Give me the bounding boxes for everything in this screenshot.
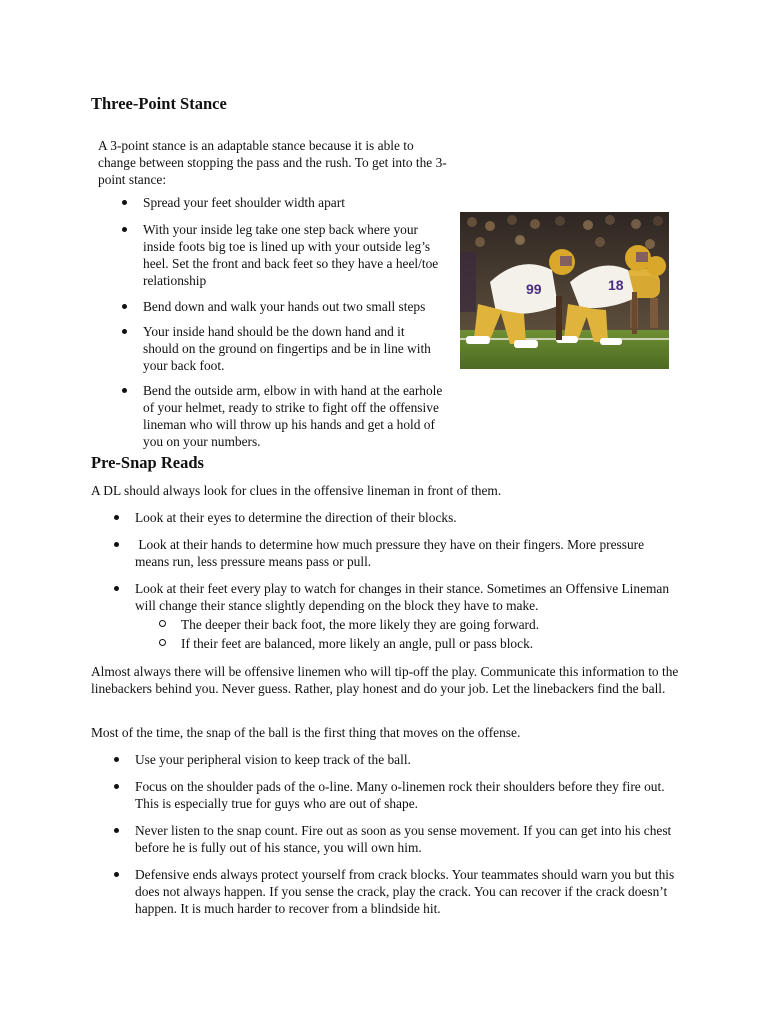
bullet-icon xyxy=(114,586,119,591)
list-item: Focus on the shoulder pads of the o-line. Many o-linemen rock their shoulders before they fire out. This is especially true for guys who are out of shape. xyxy=(135,778,675,812)
bullet-icon xyxy=(122,200,127,205)
bullet-icon xyxy=(114,515,119,520)
bullet-icon xyxy=(114,872,119,877)
list-item: With your inside leg take one step back where your inside foots big toe is lined up with your outside leg’s heel. Set the front and back feet so they have a heel/toe relationship xyxy=(143,221,443,289)
look-at-list xyxy=(135,509,675,652)
bullet-icon xyxy=(114,757,119,762)
bullet-icon xyxy=(114,784,119,789)
football-linemen-photo xyxy=(460,212,669,369)
bullet-icon xyxy=(122,388,127,393)
jersey-number-99: 99 xyxy=(526,281,542,297)
sub-list-item: The deeper their back foot, the more likely they are going forward. xyxy=(181,616,675,633)
list-item: Look at their hands to determine how much pressure they have on their fingers. More pressure means run, less pressure means pass or pull. xyxy=(135,536,675,570)
bullet-icon xyxy=(122,304,127,309)
list-item: Spread your feet shoulder width apart xyxy=(143,194,443,211)
hollow-bullet-icon xyxy=(159,639,166,646)
tip-off-paragraph: Almost always there will be offensive linemen who will tip-off the play. Communicate this information to the linebackers behind you. Never guess. Rather, play honest and do your job. Let the linebackers find the ball. xyxy=(91,664,679,696)
bullet-icon xyxy=(122,227,127,232)
stance-steps-list xyxy=(143,194,443,450)
pre-snap-intro: A DL should always look for clues in the offensive lineman in front of them. xyxy=(91,483,502,498)
football-scene-illustration xyxy=(460,212,669,369)
bullet-icon xyxy=(114,542,119,547)
heading-pre-snap-reads: Pre-Snap Reads xyxy=(91,453,204,472)
list-item: Look at their feet every play to watch for changes in their stance. Sometimes an Offensive Lineman will change their stance slightly depending on the block they have to make. The deeper their back foot, the more likely they are going forward. If their feet are balanced, more likely an angle, pull or pass block. xyxy=(135,580,675,652)
jersey-number-18: 18 xyxy=(608,277,624,293)
three-point-intro: A 3-point stance is an adaptable stance because it is able to change between stopping the pass and the rush. To get into the 3-point stance: xyxy=(98,138,447,187)
list-item: Bend down and walk your hands out two small steps xyxy=(143,298,443,315)
hollow-bullet-icon xyxy=(159,620,166,627)
feet-sublist xyxy=(181,616,675,652)
snap-intro-paragraph: Most of the time, the snap of the ball is the first thing that moves on the offense. xyxy=(91,725,521,740)
list-item: Defensive ends always protect yourself from crack blocks. Your teammates should warn you but this does not always happen. If you sense the crack, play the crack. You can recover if the crack doesn’t happen. It is much harder to recover from a blindside hit. xyxy=(135,866,675,917)
list-item: Your inside hand should be the down hand and it should on the ground on fingertips and be in line with your back foot. xyxy=(143,323,443,374)
bullet-icon xyxy=(114,828,119,833)
sub-list-item: If their feet are balanced, more likely an angle, pull or pass block. xyxy=(181,635,675,652)
list-item: Bend the outside arm, elbow in with hand at the earhole of your helmet, ready to strike to fight off the offensive lineman who will throw up his hands and get a hold of you on your numbers. xyxy=(143,382,443,450)
list-item: Use your peripheral vision to keep track of the ball. xyxy=(135,751,675,768)
bullet-icon xyxy=(122,329,127,334)
list-item: Never listen to the snap count. Fire out as soon as you sense movement. If you can get into his chest before he is fully out of his stance, you will own him. xyxy=(135,822,675,856)
snap-tips-list xyxy=(135,751,675,917)
list-item: Look at their eyes to determine the direction of their blocks. xyxy=(135,509,675,526)
heading-three-point-stance: Three-Point Stance xyxy=(91,94,227,113)
